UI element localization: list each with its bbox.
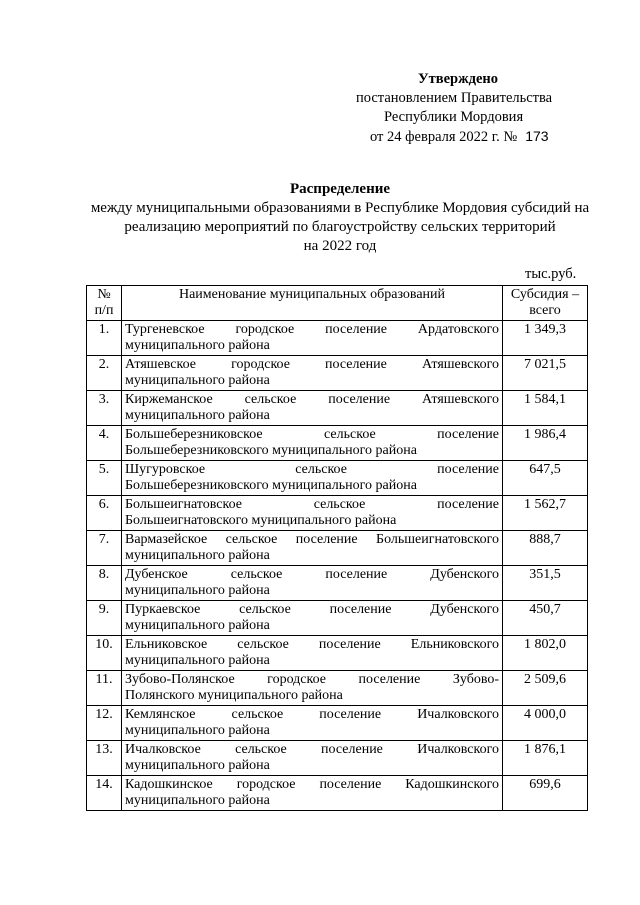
table-row — [87, 706, 588, 741]
table-row — [87, 426, 588, 461]
row-subsidy: 2 509,6 — [503, 671, 588, 706]
row-name-line-2: муниципального района — [125, 583, 270, 598]
row-name-line-1: Вармазейское сельское поселение Большеигнатовского — [125, 532, 499, 547]
row-name-line-1: Дубенское сельское поселение Дубенского — [125, 567, 499, 582]
table-header-row — [87, 286, 588, 321]
row-name — [122, 391, 503, 426]
row-number: 2. — [87, 356, 122, 391]
row-number: 3. — [87, 391, 122, 426]
approval-number: 173 — [525, 128, 549, 144]
row-name-line-1: Большеберезниковское сельское поселение — [125, 427, 499, 442]
table-row — [87, 741, 588, 776]
row-name-line-2: Большеберезниковского муниципального района — [125, 443, 417, 458]
row-name-line-2: Большеберезниковского муниципального района — [125, 478, 417, 493]
row-name-line-2: Полянского муниципального района — [125, 688, 343, 703]
row-number: 9. — [87, 601, 122, 636]
row-number: 10. — [87, 636, 122, 671]
row-name-line-1: Большеигнатовское сельское поселение — [125, 497, 499, 512]
row-name — [122, 531, 503, 566]
row-subsidy: 888,7 — [503, 531, 588, 566]
row-subsidy: 699,6 — [503, 776, 588, 811]
document-subtitle-line-1: между муниципальными образованиями в Республике Мордовия субсидий на — [90, 200, 590, 216]
table-row — [87, 496, 588, 531]
row-subsidy: 1 876,1 — [503, 741, 588, 776]
document-heading — [60, 180, 620, 256]
row-number: 7. — [87, 531, 122, 566]
row-subsidy: 1 349,3 — [503, 321, 588, 356]
row-name-line-1: Зубово-Полянское городское поселение Зубово- — [125, 672, 499, 687]
row-name — [122, 601, 503, 636]
row-number: 4. — [87, 426, 122, 461]
approval-line-1: постановлением Правительства — [356, 90, 553, 106]
row-name-line-1: Ельниковское сельское поселение Ельниковского — [125, 637, 499, 652]
row-name-line-1: Шугуровское сельское поселение — [125, 462, 499, 477]
header-number: № п/п — [87, 286, 122, 321]
row-subsidy: 1 584,1 — [503, 391, 588, 426]
row-subsidy: 1 802,0 — [503, 636, 588, 671]
row-number: 12. — [87, 706, 122, 741]
header-name: Наименование муниципальных образований — [122, 286, 503, 321]
table-row — [87, 671, 588, 706]
distribution-table — [86, 285, 588, 811]
row-name-line-2: муниципального района — [125, 548, 270, 563]
row-name — [122, 776, 503, 811]
table-row — [87, 461, 588, 496]
row-number: 6. — [87, 496, 122, 531]
row-name-line-2: муниципального района — [125, 723, 270, 738]
table-row — [87, 776, 588, 811]
document-subtitle-line-3: на 2022 год — [303, 238, 377, 254]
table-row — [87, 636, 588, 671]
row-name-line-2: муниципального района — [125, 653, 270, 668]
approval-title: Утверждено — [418, 71, 498, 87]
table-row — [87, 356, 588, 391]
row-name-line-2: муниципального района — [125, 618, 270, 633]
approval-line-3 — [340, 127, 590, 147]
approval-date: от 24 февраля 2022 г. № — [370, 129, 518, 145]
table-row — [87, 566, 588, 601]
header-subsidy: Субсидия – всего — [503, 286, 588, 321]
row-subsidy: 1 986,4 — [503, 426, 588, 461]
row-subsidy: 4 000,0 — [503, 706, 588, 741]
row-name — [122, 636, 503, 671]
row-number: 1. — [87, 321, 122, 356]
table-row — [87, 531, 588, 566]
row-subsidy: 351,5 — [503, 566, 588, 601]
row-name-line-1: Тургеневское городское поселение Ардатовского — [125, 322, 499, 337]
row-name-line-1: Ичалковское сельское поселение Ичалковского — [125, 742, 499, 757]
row-name-line-2: Большеигнатовского муниципального района — [125, 513, 397, 528]
row-name — [122, 461, 503, 496]
row-name — [122, 426, 503, 461]
row-number: 13. — [87, 741, 122, 776]
row-subsidy: 450,7 — [503, 601, 588, 636]
row-subsidy: 7 021,5 — [503, 356, 588, 391]
row-name-line-1: Атяшевское городское поселение Атяшевского — [125, 357, 499, 372]
row-subsidy: 647,5 — [503, 461, 588, 496]
row-number: 14. — [87, 776, 122, 811]
row-number: 11. — [87, 671, 122, 706]
row-name — [122, 671, 503, 706]
table-row — [87, 321, 588, 356]
row-name — [122, 356, 503, 391]
row-name — [122, 706, 503, 741]
approval-block — [340, 70, 590, 147]
row-name-line-1: Кемлянское сельское поселение Ичалковского — [125, 707, 499, 722]
row-name-line-2: муниципального района — [125, 373, 270, 388]
row-name — [122, 321, 503, 356]
row-name-line-2: муниципального района — [125, 338, 270, 353]
table-row — [87, 391, 588, 426]
approval-line-2: Республики Мордовия — [384, 109, 524, 125]
row-name-line-2: муниципального района — [125, 793, 270, 808]
row-name-line-2: муниципального района — [125, 758, 270, 773]
row-name — [122, 741, 503, 776]
row-name-line-1: Пуркаевское сельское поселение Дубенского — [125, 602, 499, 617]
row-number: 5. — [87, 461, 122, 496]
row-name-line-1: Киржеманское сельское поселение Атяшевского — [125, 392, 499, 407]
row-name — [122, 496, 503, 531]
row-subsidy: 1 562,7 — [503, 496, 588, 531]
table-row — [87, 601, 588, 636]
row-name-line-1: Кадошкинское городское поселение Кадошкинского — [125, 777, 499, 792]
row-number: 8. — [87, 566, 122, 601]
document-subtitle-line-2: реализацию мероприятий по благоустройству сельских территорий — [124, 219, 556, 235]
row-name — [122, 566, 503, 601]
row-name-line-2: муниципального района — [125, 408, 270, 423]
document-title: Распределение — [289, 181, 391, 197]
unit-label: тыс.руб. — [525, 266, 577, 282]
